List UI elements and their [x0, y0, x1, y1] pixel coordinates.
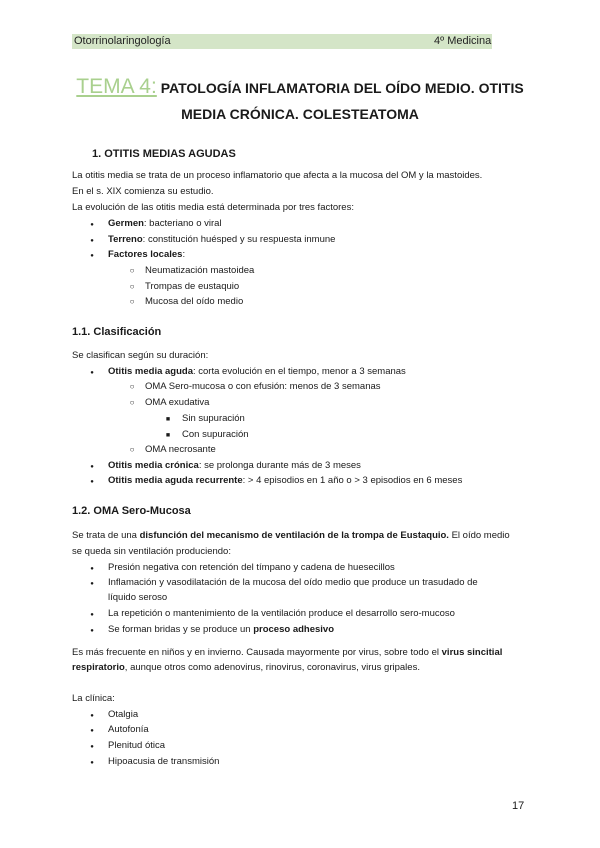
title-line-2: MEDIA CRÓNICA. COLESTEATOMA	[181, 106, 419, 122]
list-item: OMA exudativa	[145, 397, 210, 408]
list-item: Terreno: constitución huésped y su respuesta inmune	[108, 234, 336, 245]
list-item: OMA Sero-mucosa o con efusión: menos de 3 semanas	[145, 381, 381, 392]
list-item: Mucosa del oído medio	[145, 296, 244, 307]
bullet-icon	[84, 575, 100, 592]
paragraph: Se clasifican según su duración:	[72, 350, 209, 361]
section-heading-1-2: 1.2. OMA Sero-Mucosa	[72, 505, 191, 517]
list-item: Trompas de eustaquio	[145, 281, 240, 292]
circle-bullet-icon	[124, 279, 140, 294]
list-item: Hipoacusia de transmisión	[108, 756, 220, 767]
list-item: Plenitud ótica	[108, 740, 166, 751]
paragraph: se queda sin ventilación produciendo:	[72, 546, 231, 557]
bullet-icon	[84, 622, 100, 639]
title-line-1: PATOLOGÍA INFLAMATORIA DEL OÍDO MEDIO. OTITIS	[160, 80, 524, 96]
circle-bullet-icon	[124, 395, 140, 410]
bullet-icon	[84, 722, 100, 739]
section-heading-1: 1. OTITIS MEDIAS AGUDAS	[92, 148, 236, 160]
list-item-continuation: líquido seroso	[108, 592, 168, 603]
header-subject: Otorrinolaringología	[74, 35, 171, 47]
document-title	[72, 74, 528, 127]
paragraph: respiratorio, aunque otros como adenovirus, rinovirus, coronavirus, virus gripales.	[72, 662, 420, 673]
paragraph: Se trata de una disfunción del mecanismo de ventilación de la trompa de Eustaquio. El oído medio	[72, 530, 510, 541]
bullet-icon	[84, 473, 100, 490]
square-bullet-icon	[160, 411, 176, 427]
list-item: Otitis media crónica: se prolonga durante más de 3 meses	[108, 460, 361, 471]
list-item: La repetición o mantenimiento de la ventilación produce el desarrollo sero-mucoso	[108, 608, 455, 619]
bullet-icon	[84, 364, 100, 381]
list-item: Se forman bridas y se produce un proceso adhesivo	[108, 624, 334, 635]
paragraph: En el s. XIX comienza su estudio.	[72, 186, 214, 197]
list-item: Germen: bacteriano o viral	[108, 218, 222, 229]
list-item: Otitis media aguda recurrente: > 4 episodios en 1 año o > 3 episodios en 6 meses	[108, 475, 463, 486]
circle-bullet-icon	[124, 294, 140, 309]
clinica-label: La clínica:	[72, 693, 115, 704]
section-heading-1-1: 1.1. Clasificación	[72, 326, 162, 338]
circle-bullet-icon	[124, 263, 140, 278]
circle-bullet-icon	[124, 379, 140, 394]
list-item: Autofonía	[108, 724, 149, 735]
list-item: Neumatización mastoidea	[145, 265, 255, 276]
paragraph: La evolución de las otitis media está determinada por tres factores:	[72, 202, 354, 213]
list-item: Sin supuración	[182, 413, 245, 424]
list-item: Presión negativa con retención del tímpano y cadena de huesecillos	[108, 562, 395, 573]
circle-bullet-icon	[124, 442, 140, 457]
tema-label: TEMA 4:	[76, 75, 157, 98]
bullet-icon	[84, 754, 100, 771]
page-number: 17	[512, 800, 525, 812]
page-header	[72, 34, 492, 49]
list-item: OMA necrosante	[145, 444, 216, 455]
bullet-icon	[84, 738, 100, 755]
square-bullet-icon	[160, 427, 176, 443]
list-item: Con supuración	[182, 429, 249, 440]
paragraph: La otitis media se trata de un proceso inflamatorio que afecta a la mucosa del OM y la mastoides.	[72, 170, 483, 181]
list-item: Inflamación y vasodilatación de la mucosa del oído medio que produce un trasudado de	[108, 577, 478, 588]
bullet-icon	[84, 216, 100, 233]
list-item: Otitis media aguda: corta evolución en el tiempo, menor a 3 semanas	[108, 366, 406, 377]
list-item: Otalgia	[108, 709, 139, 720]
bullet-icon	[84, 247, 100, 264]
paragraph: Es más frecuente en niños y en invierno. Causada mayormente por virus, sobre todo el virus sincitial	[72, 647, 503, 658]
list-item: Factores locales:	[108, 249, 186, 260]
bullet-icon	[84, 606, 100, 623]
header-course: 4º Medicina	[434, 35, 492, 47]
